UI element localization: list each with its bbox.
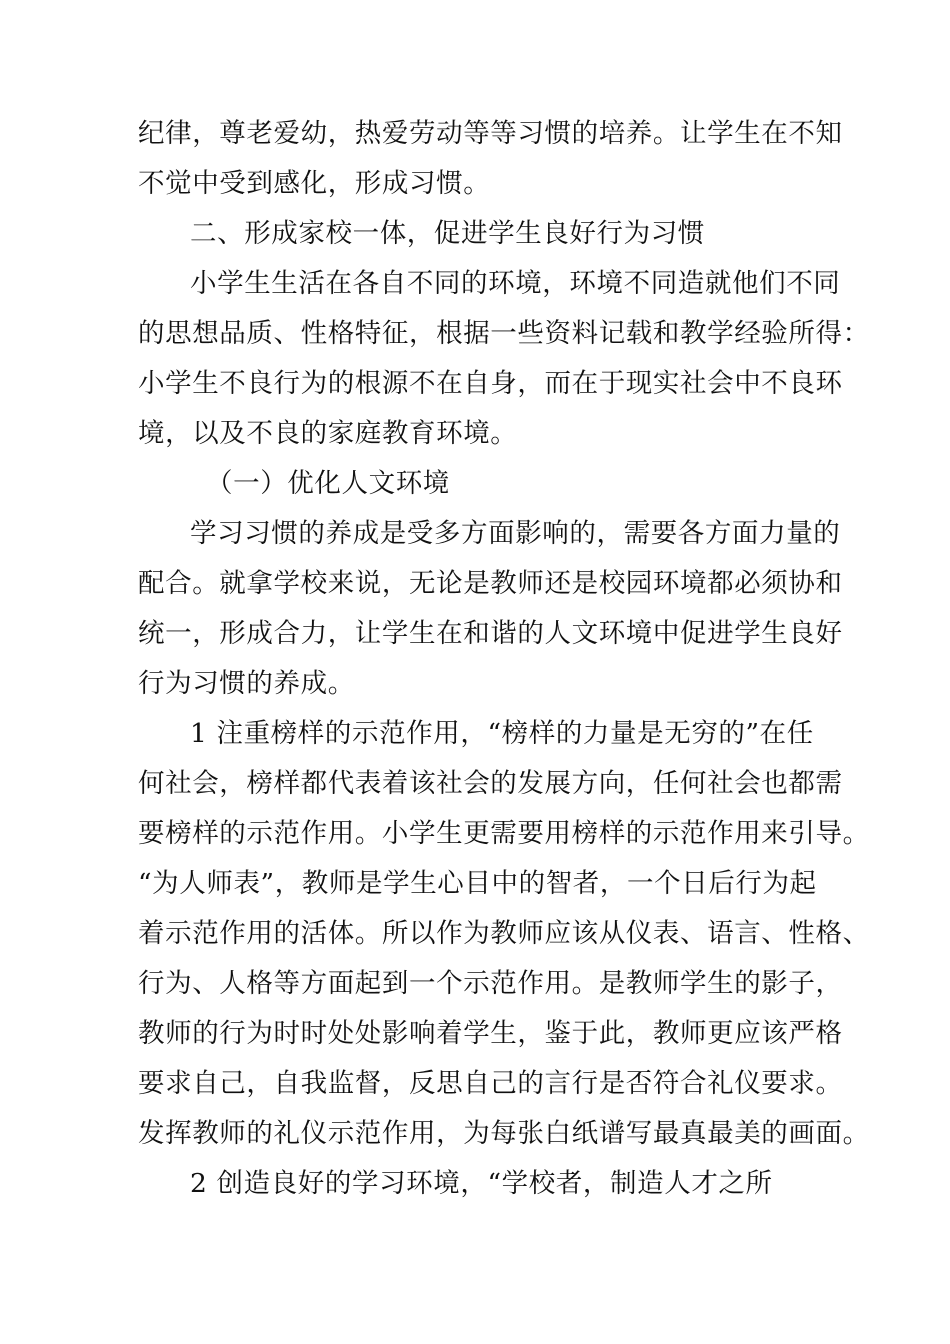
text-line: 行为、人格等方面起到一个示范作用。是教师学生的影子， [138,968,843,999]
text-line: 境，以及不良的家庭教育环境。 [138,418,518,449]
text-line: 配合。就拿学校来说，无论是教师还是校园环境都必须协和 [138,568,843,599]
subsection-heading: （一）优化人文环境 [206,468,450,499]
text-line: 的思想品质、性格特征，根据一些资料记载和教学经验所得： [138,318,870,349]
text-line: 2 创造良好的学习环境，“学校者，制造人才之所 [190,1168,773,1199]
text-line: 教师的行为时时处处影响着学生，鉴于此，教师更应该严格 [138,1018,843,1049]
text-line: 着示范作用的活体。所以作为教师应该从仪表、语言、性格、 [138,918,870,949]
text-line: 要榜样的示范作用。小学生更需要用榜样的示范作用来引导。 [138,818,870,849]
text-line: 小学生不良行为的根源不在自身，而在于现实社会中不良环 [138,368,843,399]
text-line: 1 注重榜样的示范作用，“榜样的力量是无穷的”在任 [190,718,814,749]
text-line: 要求自己，自我监督，反思自己的言行是否符合礼仪要求。 [138,1068,843,1099]
text-line: 发挥教师的礼仪示范作用，为每张白纸谱写最真最美的画面。 [138,1118,870,1149]
section-heading: 二、形成家校一体，促进学生良好行为习惯 [190,218,705,249]
text-line: 不觉中受到感化，形成习惯。 [138,168,491,199]
text-line: 纪律，尊老爱幼，热爱劳动等等习惯的培养。让学生在不知 [138,118,843,149]
text-line: 小学生生活在各自不同的环境，环境不同造就他们不同 [190,268,841,299]
text-line: 统一，形成合力，让学生在和谐的人文环境中促进学生良好 [138,618,843,649]
text-line: “为人师表”，教师是学生心目中的智者，一个日后行为起 [138,868,817,899]
text-line: 行为习惯的养成。 [138,668,355,699]
text-line: 何社会，榜样都代表着该社会的发展方向，任何社会也都需 [138,768,843,799]
text-line: 学习习惯的养成是受多方面影响的，需要各方面力量的 [190,518,841,549]
